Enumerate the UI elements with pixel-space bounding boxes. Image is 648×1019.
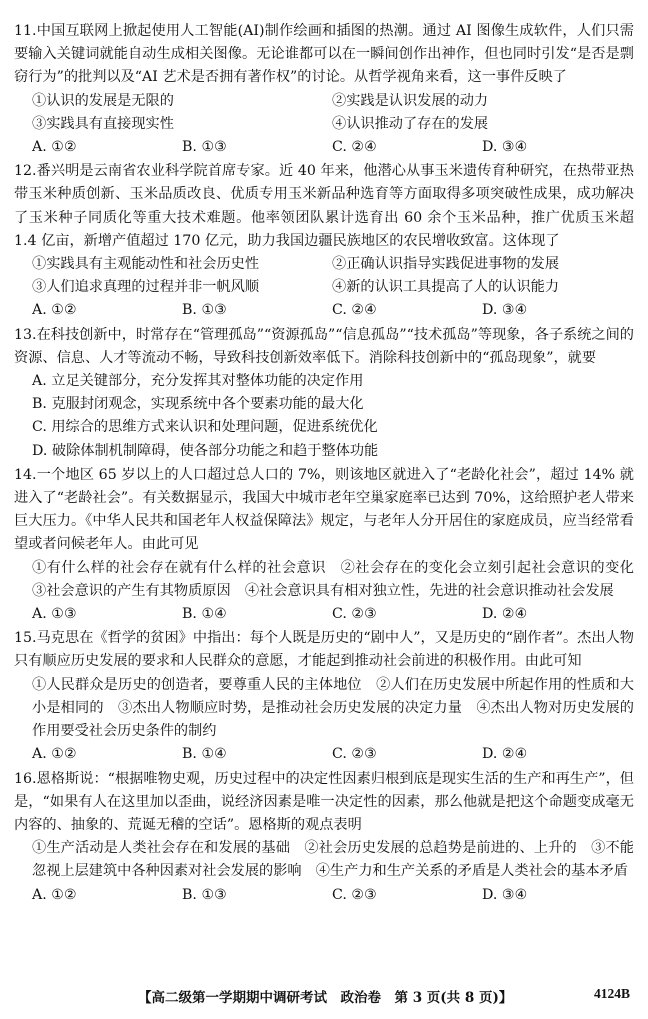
statement: ①认识的发展是无限的 [32,92,174,109]
answer-option-c: C. 用综合的思维方式来认识和处理问题，促进系统优化 [32,419,378,436]
answer-options [14,743,634,766]
statement: ③人们追求真理的过程并非一帆风顺 [32,279,260,296]
answer-option-b: B. ①④ [182,606,227,623]
answer-option-c: C. ②③ [332,886,377,903]
question-stem: 在科技创新中，时常存在“管理孤岛”“资源孤岛”“信息孤岛”“技术孤岛”等现象，各子系统之间的资源、信息、人才等流动不畅，导致科技创新效率低下。消除科技创新中的“孤岛现象”，就要 [14,326,634,366]
answer-option-a: A. 立足关键部分，充分发挥其对整体功能的决定作用 [32,373,364,390]
question-15 [14,627,634,766]
answer-option-d: D. ③④ [482,139,528,156]
footer-page-info: 【高二级第一学期期中调研考试 政治卷 第 3 页(共 8 页)】 [138,990,513,1006]
answer-options [14,299,634,322]
questions-area [14,20,648,908]
question-stem: 一个地区 65 岁以上的人口超过总人口的 7%，则该地区就进入了“老龄化社会”，超过 14% 就进入了“老龄社会”。有关数据显示，我国大中城市老年空巢家庭率已达到 70%，这给照护老人带来巨大压力。《中华人民共和国老年人权益保障法》规定，与老年人分开居住的家庭成员，应当经常看望或者问候老年人。由此可见 [14,466,634,553]
answer-option-c: C. ②③ [332,746,377,763]
answer-option-d: D. 破除体制机制障碍，使各部分功能之和趋于整体功能 [32,442,379,459]
answer-option-b: B. ①③ [182,886,227,903]
statement-row [14,276,634,299]
answer-option-a: A. ①② [32,139,77,156]
statements: ①人民群众是历史的创造者，要尊重人民的主体地位 ②人们在历史发展中所起作用的性质和大小是相同的 ③杰出人物顺应时势，是推动社会历史发展的决定力量 ④杰出人物对历史发展的作用要受社会历史条件的制约 [32,676,634,740]
statements: ①生产活动是人类社会存在和发展的基础 ②社会历史发展的总趋势是前进的、上升的 ③不能忽视上层建筑中各种因素对社会发展的影响 ④生产力和生产关系的矛盾是人类社会的基本矛盾 [32,840,634,880]
statement: ②正确认识指导实践促进事物的发展 [332,256,560,273]
answer-option-c: C. ②③ [332,606,377,623]
answer-option-b: B. ①④ [182,746,227,763]
question-stem: 中国互联网上掀起使用人工智能(AI)制作绘画和插图的热潮。通过 AI 图像生成软件，人们只需要输入关键词就能自动生成相关图像。无论谁都可以在一瞬间创作出神作，但也同时引发“是否是剽窃行为”的批判以及“AI 艺术是否拥有著作权”的讨论。从哲学视角来看，这一事件反映了 [14,23,634,86]
question-number: 11. [14,23,37,39]
statement-row [14,253,634,276]
question-number: 12. [14,163,37,180]
answer-options [14,136,634,159]
statement: ④认识推动了存在的发展 [332,115,489,132]
question-number: 13. [14,326,37,343]
statement-row [14,90,634,113]
question-number: 15. [14,630,37,647]
statements: ①有什么样的社会存在就有什么样的社会意识 ②社会存在的变化会立刻引起社会意识的变化 ③社会意识的产生有其物质原因 ④社会意识具有相对独立性，先进的社会意识推动社会发展 [32,559,648,599]
question-12 [14,160,634,322]
answer-option-b: B. ①③ [182,139,227,156]
question-stem: 马克思在《哲学的贫困》中指出：每个人既是历史的“剧中人”，又是历史的“剧作者”。杰出人物只有顺应历史发展的要求和人民群众的意愿，才能起到推动社会前进的积极作用。由此可知 [14,630,634,670]
answer-option-a: A. ①② [32,746,77,763]
question-stem: 番兴明是云南省农业科学院首席专家。近 40 年来，他潜心从事玉米遗传育种研究，在热带亚热带玉米种质创新、玉米品质改良、优质专用玉米新品种选育等方面取得多项突破性成果，成功解决了玉米种子同质化等重大技术难题。他率领团队累计选育出 60 余个玉米品种，推广优质玉米超 1.4 亿亩，新增产值超过 170 亿元，助力我国边疆民族地区的农民增收致富。这体现了 [14,163,634,249]
question-11 [14,20,634,159]
answer-options [14,603,634,626]
footer-code: 4124B [593,986,630,1001]
statement: ④新的认识工具提高了人的认识能力 [332,279,560,296]
answer-option-c: C. ②④ [332,139,377,156]
answer-option-c: C. ②④ [332,302,377,319]
answer-option-d: D. ③④ [482,302,528,319]
statement: ②实践是认识发展的动力 [332,92,489,109]
question-number: 14. [14,466,37,483]
answer-option-b: B. ①③ [182,302,227,319]
answer-option-d: D. ②④ [482,746,528,763]
answer-option-d: D. ③④ [482,886,528,903]
question-stem: 恩格斯说：“根据唯物史观，历史过程中的决定性因素归根到底是现实生活的生产和再生产”，但是，“如果有人在这里加以歪曲，说经济因素是唯一决定性的因素，那么他就是把这个命题变成毫无内容的、抽象的、荒诞无稽的空话”。恩格斯的观点表明 [14,770,634,833]
question-14 [14,464,648,626]
statement-row [14,113,634,136]
question-16 [14,768,634,907]
answer-option-b: B. 克服封闭观念，实现系统中各个要素功能的最大化 [32,396,364,413]
question-number: 16. [14,770,37,787]
statement: ③实践具有直接现实性 [32,115,174,132]
answer-option-a: A. ①③ [32,606,77,623]
question-13 [14,324,634,463]
answer-option-d: D. ②④ [482,606,528,623]
answer-options [14,884,634,907]
statement: ①实践具有主观能动性和社会历史性 [32,256,260,273]
answer-option-a: A. ①② [32,886,77,903]
answer-option-a: A. ①② [32,302,77,319]
